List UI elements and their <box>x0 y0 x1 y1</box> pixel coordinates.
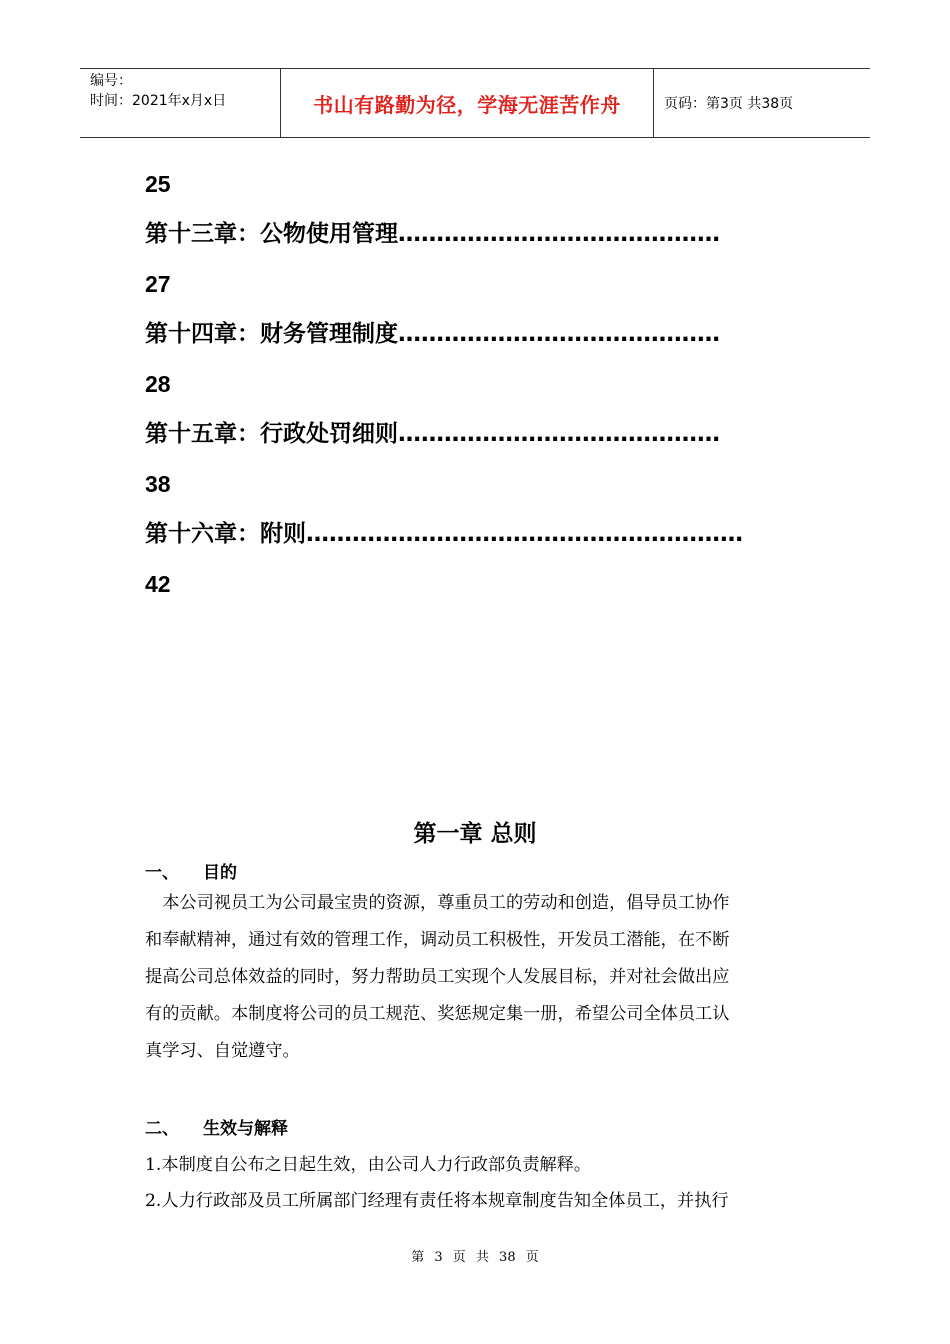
paragraph-line: 有的贡献。本制度将公司的员工规范、奖惩规定集一册，希望公司全体员工认 <box>145 1004 730 1024</box>
list-item: 1.本制度自公布之日起生效，由公司人力行政部负责解释。 <box>145 1155 592 1175</box>
paragraph-line: 和奉献精神，通过有效的管理工作，调动员工积极性，开发员工潜能，在不断 <box>145 930 730 950</box>
toc-title: 第十六章：附则………………………………………………… <box>145 521 743 547</box>
toc-page-number: 38 <box>145 471 171 497</box>
header-meta <box>80 69 281 137</box>
paragraph-line: 提高公司总体效益的同时，努力帮助员工实现个人发展目标，并对社会做出应 <box>145 967 730 987</box>
toc-title: 第十四章：财务管理制度…………………………………… <box>145 321 720 347</box>
paragraph-line: 本公司视员工为公司最宝贵的资源，尊重员工的劳动和创造，倡导员工协作 <box>145 893 730 913</box>
toc-page-number: 27 <box>145 271 171 297</box>
toc-entry <box>145 418 795 500</box>
table-of-contents <box>145 168 795 600</box>
time-label: 时间：2021年x月x日 <box>90 93 227 109</box>
toc-page-number: 28 <box>145 371 171 397</box>
section-heading <box>145 858 237 883</box>
number-label: 编号： <box>90 73 132 89</box>
section-number: 一、 <box>145 863 179 883</box>
paragraph-line: 真学习、自觉遵守。 <box>145 1041 300 1061</box>
toc-page-number: 42 <box>145 571 171 597</box>
section-number: 二、 <box>145 1119 179 1139</box>
body-paragraph <box>145 885 805 1070</box>
header-motto: 书山有路勤为径，学海无涯苦作舟 <box>281 69 654 137</box>
document-header <box>80 68 870 138</box>
chapter-title: 第一章 总则 <box>413 821 537 847</box>
header-page-info: 页码：第3页 共38页 <box>664 96 794 112</box>
section-title: 目的 <box>203 863 237 883</box>
toc-page-number: 25 <box>145 171 171 197</box>
toc-entry <box>145 518 795 600</box>
toc-entry <box>145 318 795 400</box>
section-heading <box>145 1114 288 1139</box>
toc-entry <box>145 168 795 200</box>
page-footer: 第 3 页 共 38 页 <box>411 1250 539 1265</box>
toc-entry <box>145 218 795 300</box>
list-item: 2.人力行政部及员工所属部门经理有责任将本规章制度告知全体员工，并执行 <box>145 1191 729 1211</box>
section-title: 生效与解释 <box>203 1119 288 1139</box>
toc-title: 第十三章：公物使用管理…………………………………… <box>145 221 720 247</box>
toc-title: 第十五章：行政处罚细则…………………………………… <box>145 421 720 447</box>
